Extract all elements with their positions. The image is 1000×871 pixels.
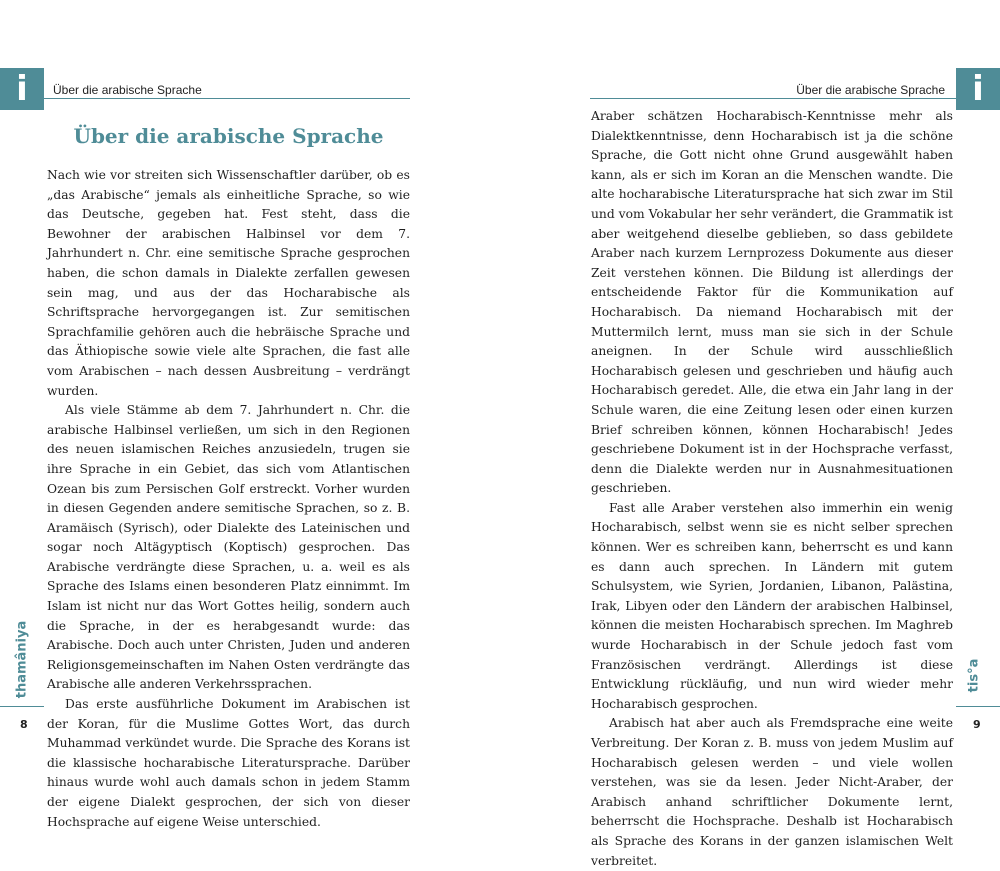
footer-rule <box>0 706 44 707</box>
paragraph: Nach wie vor streiten sich Wissenschaftler darüber, ob es „das Arabische“ jemals als einheitliche Sprache, so wie das Deutsche, gegeben hat. Fest steht, dass die Bewohner der arabischen Halbinsel vor dem 7. Jahrhundert n. Chr. eine semitische Sprache gesprochen haben, die schon damals in Dialekte zerfallen gewesen sein mag, und aus der das Hocharabische als Schriftsprache hervorgegangen ist. Zur semitischen Sprachfamilie gehören auch die hebräische Sprache und das Äthiopische sowie viele alte Sprachen, die fast alle vom Arabischen – nach dessen Ausbreitung – verdrängt wurden. <box>47 168 410 398</box>
paragraph: Araber schätzen Hocharabisch-Kenntnisse mehr als Dialektkenntnisse, denn Hocharabisch ist ja die schöne Sprache, die Gott nicht ohne Grund ausgewählt haben kann, als er sich im Koran an die Menschen wandte. Die alte hocharabische Literatursprache hat sich zwar im Stil und vom Vokabular her sehr verändert, die Grammatik ist aber weitgehend dieselbe geblieben, so dass gebildete Araber nach kurzem Lernprozess Dokumente aus dieser Zeit verstehen können. Die Bildung ist allerdings der entscheidende Faktor für die Kommunikation auf Hocharabisch. Da niemand Hocharabisch mit der Muttermilch lernt, muss man sie sich in der Schule aneignen. In der Schule wird ausschließlich Hocharabisch gelesen und geschrieben und häufig auch Hocharabisch geredet. Alle, die etwa ein Jahr lang in der Schule waren, die eine Zeitung lesen oder einen kurzen Brief schreiben können, können Hocharabisch! Jedes geschriebene Dokument ist in der Hochsprache verfasst, denn die Dialekte werden nur in Ausnahmesituationen geschrieben. <box>591 109 953 496</box>
side-logo: tis°a <box>966 658 982 693</box>
info-icon: i <box>956 68 1000 110</box>
right-page <box>500 0 1000 868</box>
running-header: Über die arabische Sprache <box>796 83 945 97</box>
header-rule <box>590 98 956 99</box>
page-title: Über die arabische Sprache <box>73 124 384 148</box>
paragraph: Das erste ausführliche Dokument im Arabischen ist der Koran, für die Muslime Gottes Wort, das durch Muhammad verkündet wurde. Die Sprache des Korans ist die klassische hocharabische Literatursprache. Darüber hinaus wurde wohl auch damals schon in jedem Stamm der eigene Dialekt gesprochen, der sich von dieser Hochsprache auf eigene Weise unterschied. <box>47 697 410 829</box>
body-text <box>591 107 953 871</box>
paragraph: Fast alle Araber verstehen also immerhin ein wenig Hocharabisch, selbst wenn sie es nicht selber sprechen können. Wer es schreiben kann, beherrscht es und kann es dann auch sprechen. In Ländern mit gutem Schulsystem, wie Syrien, Jordanien, Libanon, Palästina, Irak, Libyen oder den Ländern der arabischen Halbinsel, können die meisten Hocharabisch sprechen. Im Maghreb wurde Hocharabisch in der Schule jedoch fast vom Französischen verdrängt. Allerdings ist diese Entwicklung rückläufig, und nun wird wieder mehr Hocharabisch gesprochen. <box>591 500 953 711</box>
header-rule <box>44 98 410 99</box>
page-number: 8 <box>20 718 28 731</box>
side-logo: thamâniya <box>14 620 30 699</box>
running-header: Über die arabische Sprache <box>53 83 202 97</box>
left-page <box>0 0 500 829</box>
paragraph: Arabisch hat aber auch als Fremdsprache eine weite Verbreitung. Der Koran z. B. muss von jedem Muslim auf Hocharabisch gelesen werden – und viele wollen verstehen, was sie da lesen. Jeder Nicht-Araber, der Arabisch anhand schriftlicher Dokumente lernt, beherrscht die Hochsprache. Deshalb ist Hocharabisch als Sprache des Korans in der ganzen islamischen Welt verbreitet. <box>591 716 953 868</box>
paragraph: Als viele Stämme ab dem 7. Jahrhundert n. Chr. die arabische Halbinsel verließen, um sich in den Regionen des neuen islamischen Reiches anzusiedeln, trugen sie ihre Sprache in ein Gebiet, das sich vom Atlantischen Ozean bis zum Persischen Golf erstreckt. Vorher wurden in diesen Gegenden andere semitische Sprachen, so z. B. Aramäisch (Syrisch), oder Dialekte des Lateinischen und sogar noch Altägyptisch (Koptisch) gesprochen. Das Arabische verdrängte diese Sprachen, u. a. weil es als Sprache des Islams einen besonderen Platz einnimmt. Im Islam ist nicht nur das Wort Gottes heilig, sondern auch die Sprache, in der es herabgesandt wurde: das Arabische. Doch auch unter Christen, Juden und anderen Religionsgemeinschaften im Nahen Osten verdrängte das Arabische alle anderen Verkehrssprachen. <box>47 403 410 692</box>
page-number: 9 <box>973 718 981 731</box>
footer-rule <box>956 706 1000 707</box>
info-icon: i <box>0 68 44 110</box>
body-text <box>47 166 410 832</box>
